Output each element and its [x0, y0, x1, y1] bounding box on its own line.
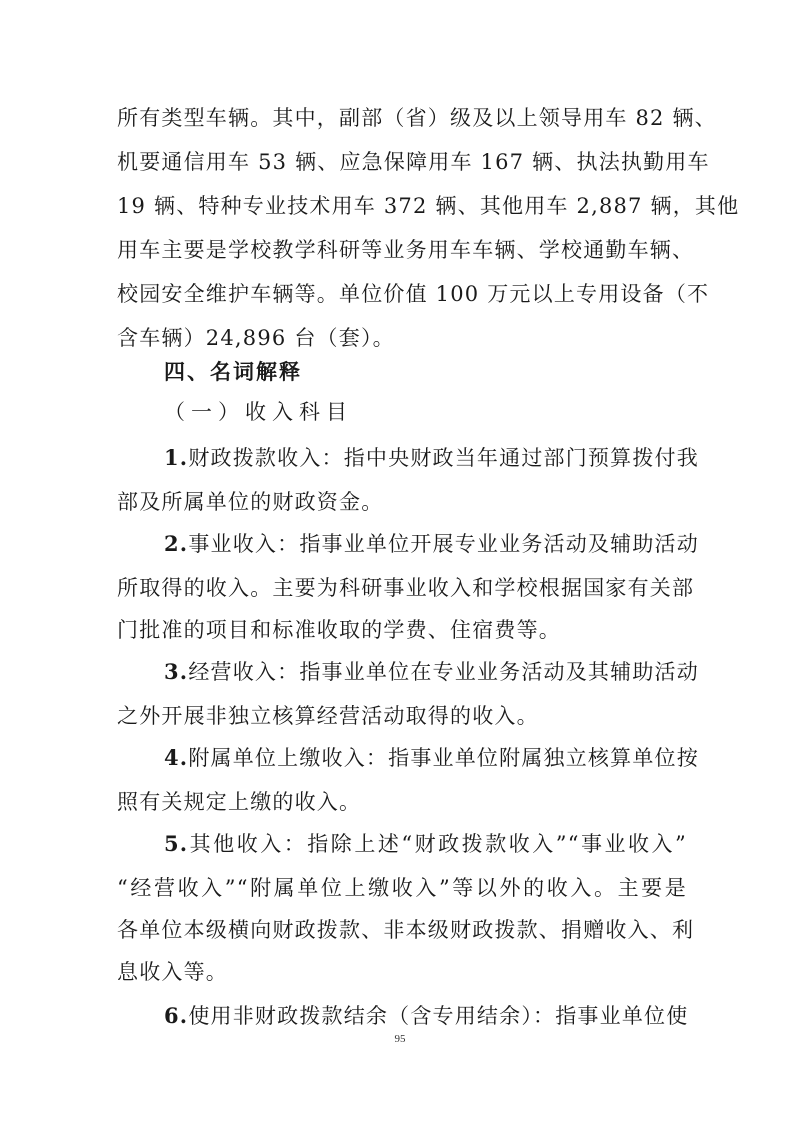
page-number: 95 — [394, 1033, 406, 1045]
subsection-heading: （一）收入科目 — [164, 400, 353, 424]
paragraph-line: 机要通信用车 53 辆、应急保障用车 167 辆、执法执勤用车 — [117, 150, 710, 174]
item-5-line: 各单位本级横向财政拨款、非本级财政拨款、捐赠收入、利 — [117, 918, 695, 942]
paragraph-line: 所有类型车辆。其中，副部（省）级及以上领导用车 82 辆、 — [117, 106, 717, 130]
item-text: 其他收入：指除上述“财政拨款收入”“事业收入” — [188, 832, 687, 856]
item-5-line — [164, 822, 687, 866]
item-number: 4. — [164, 745, 189, 770]
item-5-line: “经营收入”“附属单位上缴收入”等以外的收入。主要是 — [117, 876, 687, 900]
item-text: 附属单位上缴收入：指事业单位附属独立核算单位按 — [188, 746, 699, 770]
item-text: 事业收入：指事业单位开展专业业务活动及辅助活动 — [188, 532, 699, 556]
item-text: 经营收入：指事业单位在专业业务活动及其辅助活动 — [188, 660, 699, 684]
item-number: 3. — [164, 659, 189, 684]
item-6-line — [164, 994, 687, 1038]
item-1-line — [164, 436, 699, 480]
paragraph-line: 用车主要是学校教学科研等业务用车车辆、学校通勤车辆、 — [117, 238, 695, 262]
item-5-line: 息收入等。 — [117, 960, 228, 984]
item-1-line: 部及所属单位的财政资金。 — [117, 490, 384, 514]
item-number: 5. — [164, 831, 189, 856]
item-2-line — [164, 522, 699, 566]
paragraph-line: 19 辆、特种专业技术用车 372 辆、其他用车 2,887 辆，其他 — [117, 194, 740, 218]
section-heading: 四、名词解释 — [164, 360, 302, 384]
item-number: 2. — [164, 531, 189, 556]
item-3-line: 之外开展非独立核算经营活动取得的收入。 — [117, 704, 539, 728]
paragraph-line: 含车辆）24,896 台（套）。 — [117, 326, 395, 350]
item-number: 1. — [164, 445, 189, 470]
item-number: 6. — [164, 1003, 189, 1028]
item-3-line — [164, 650, 699, 694]
item-text: 财政拨款收入：指中央财政当年通过部门预算拨付我 — [188, 446, 699, 470]
paragraph-line: 校园安全维护车辆等。单位价值 100 万元以上专用设备（不 — [117, 282, 710, 306]
item-text: 使用非财政拨款结余（含专用结余）：指事业单位使 — [188, 1004, 689, 1028]
item-4-line — [164, 736, 699, 780]
item-2-line: 门批准的项目和标准收取的学费、住宿费等。 — [117, 618, 561, 642]
item-4-line: 照有关规定上缴的收入。 — [117, 790, 362, 814]
item-2-line: 所取得的收入。主要为科研事业收入和学校根据国家有关部 — [117, 576, 695, 600]
